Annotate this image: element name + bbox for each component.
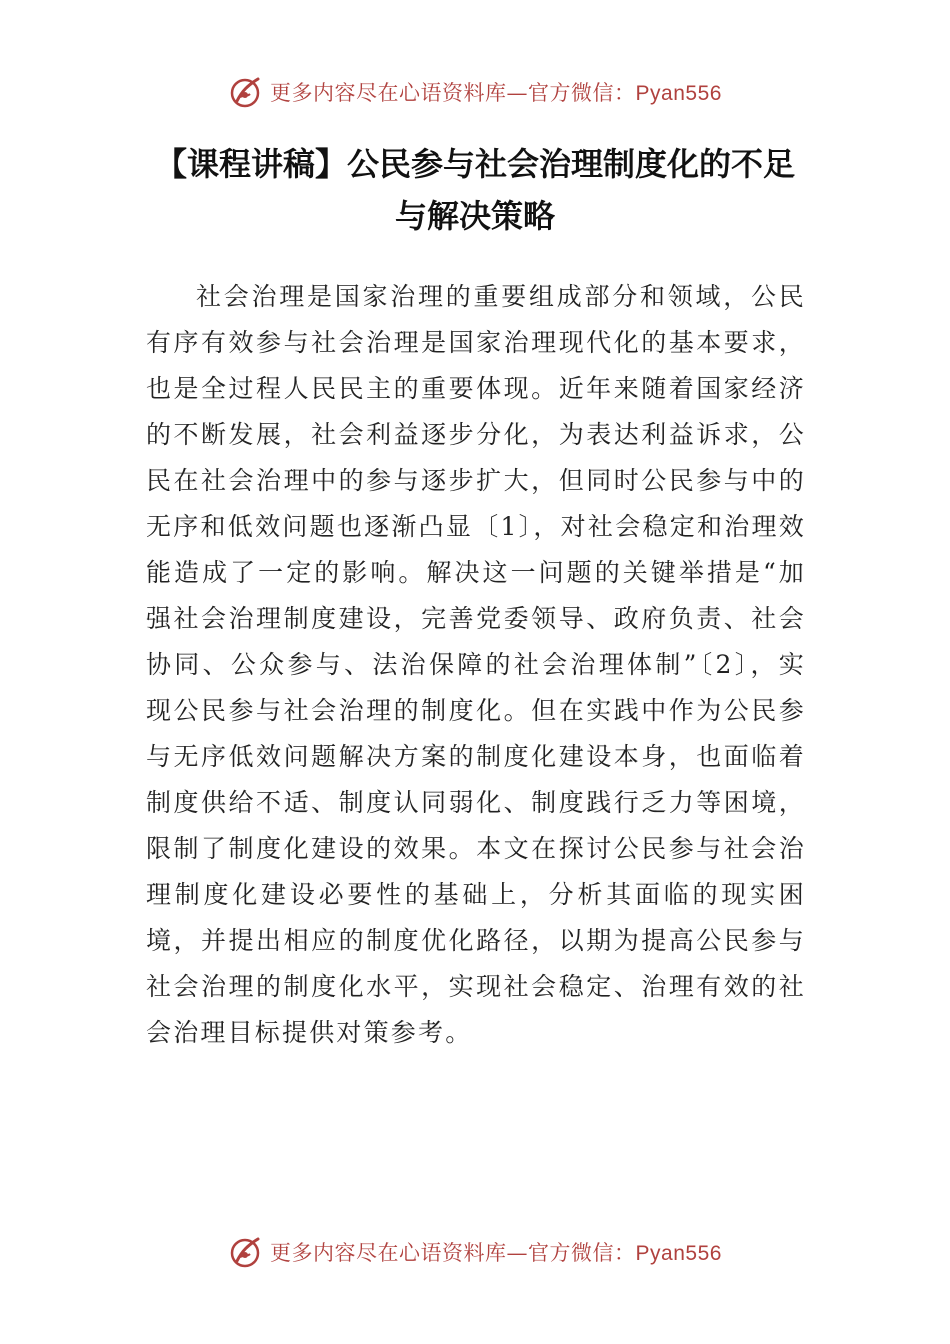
- watermark-text: 更多内容尽在心语资料库—官方微信：Pyan556: [270, 1241, 722, 1265]
- brush-circle-logo-icon: [228, 1235, 262, 1269]
- footer-watermark: [0, 1232, 950, 1272]
- watermark-text: 更多内容尽在心语资料库—官方微信：Pyan556: [270, 81, 722, 105]
- title-line-2: 与解决策略: [394, 197, 555, 235]
- brush-circle-logo-icon: [228, 75, 262, 109]
- header-watermark: [0, 72, 950, 112]
- body-paragraph: 社会治理是国家治理的重要组成部分和领域，公民有序有效参与社会治理是国家治理现代化的基本要求，也是全过程人民民主的重要体现。近年来随着国家经济的不断发展，社会利益逐步分化，为表达利益诉求，公民在社会治理中的参与逐步扩大，但同时公民参与中的无序和低效问题也逐渐凸显〔1〕，对社会稳定和治理效能造成了一定的影响。解决这一问题的关键举措是“加强社会治理制度建设，完善党委领导、政府负责、社会协同、公众参与、法治保障的社会治理体制”〔2〕，实现公民参与社会治理的制度化。但在实践中作为公民参与无序低效问题解决方案的制度化建设本身，也面临着制度供给不适、制度认同弱化、制度践行乏力等困境，限制了制度化建设的效果。本文在探讨公民参与社会治理制度化建设必要性的基础上，分析其面临的现实困境，并提出相应的制度优化路径，以期为提高公民参与社会治理的制度化水平，实现社会稳定、治理有效的社会治理目标提供对策参考。: [146, 282, 806, 1047]
- document-title: [110, 138, 840, 242]
- title-line-1: 【课程讲稿】公民参与社会治理制度化的不足: [154, 145, 795, 183]
